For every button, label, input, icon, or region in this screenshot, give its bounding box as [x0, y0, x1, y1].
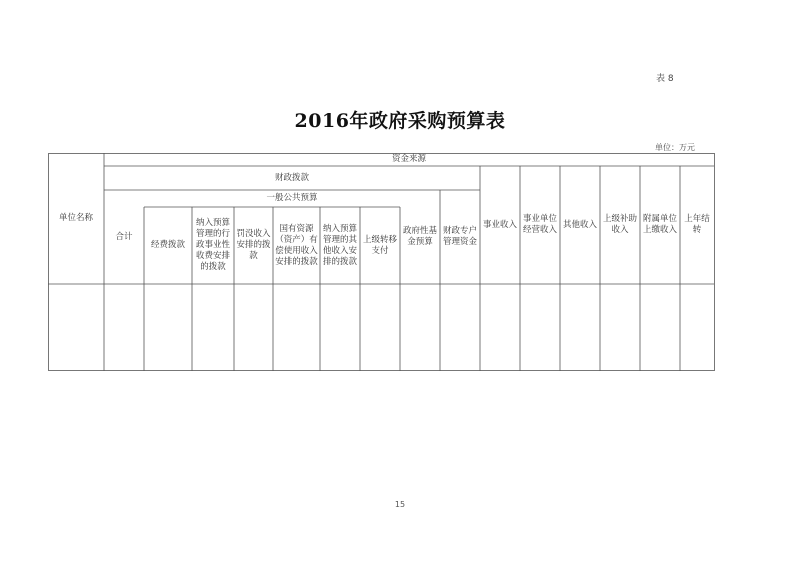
header-penalty-income: 罚没收入安排的拨款 [236, 229, 271, 261]
budget-table [48, 153, 715, 371]
header-gov-fund-budget: 政府性基金预算 [402, 226, 437, 247]
header-other-budget-income: 纳入预算管理的其他收入安排的拨款 [322, 223, 357, 267]
header-special-fiscal-funds: 财政专户管理资金 [442, 226, 477, 247]
page-number: 15 [394, 500, 406, 509]
header-prior-balance: 上年结转 [684, 214, 710, 235]
header-fiscal-appropriation: 财政拨款 [274, 172, 309, 183]
header-admin-fees: 纳入预算管理的行政事业性收费安排的拨款 [195, 218, 230, 272]
header-total: 合计 [115, 231, 133, 242]
header-business-income: 事业收入 [482, 219, 517, 230]
header-higher-subsidy: 上级补助收入 [602, 214, 637, 235]
page-title: 2016年政府采购预算表 [294, 110, 506, 132]
header-higher-transfer: 上级转移支付 [362, 234, 397, 256]
header-subordinate-income: 附属单位上缴收入 [642, 214, 677, 235]
unit-label: 单位：万元 [655, 143, 695, 152]
header-general-budget: 一般公共预算 [266, 193, 318, 203]
header-unit-name: 单位名称 [58, 213, 93, 223]
table-number-label: 表 8 [656, 74, 674, 84]
header-operating-income: 事业单位经营收入 [522, 214, 557, 235]
header-other-income: 其他收入 [562, 219, 597, 230]
header-operating-funds: 经费拨款 [150, 240, 185, 250]
header-funding-sources: 资金来源 [391, 154, 426, 164]
header-state-asset-income: 国有资源（资产）有偿使用收入安排的拨款 [275, 223, 318, 267]
